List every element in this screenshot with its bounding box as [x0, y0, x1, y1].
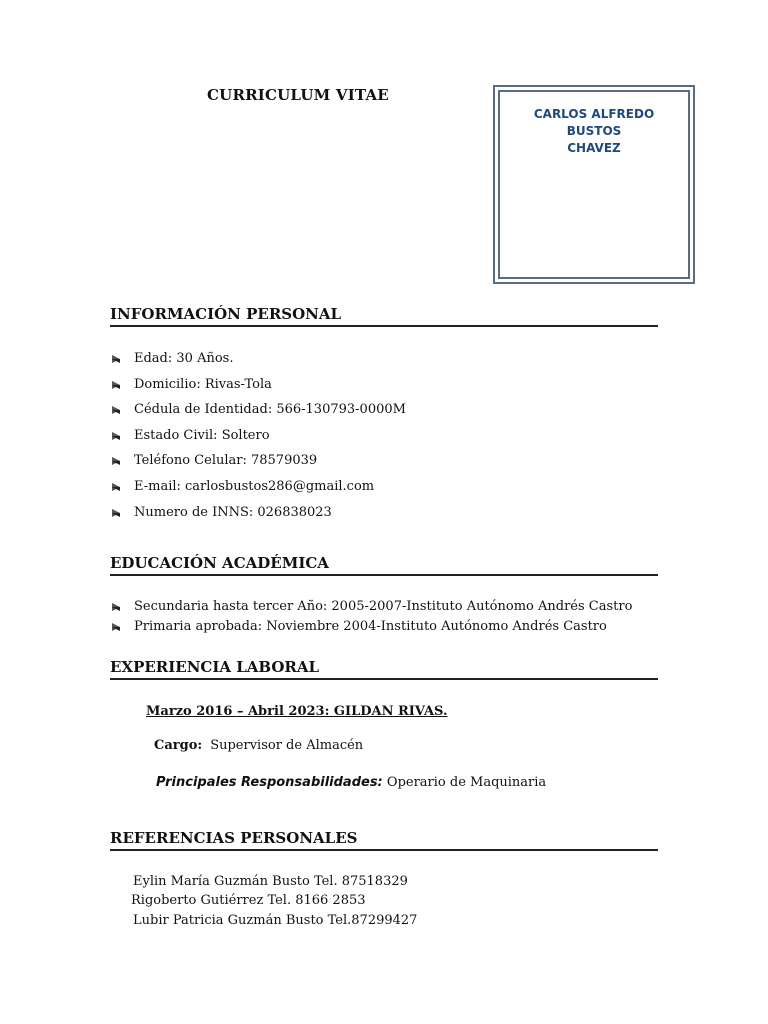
section-heading-references: REFERENCIAS PERSONALES: [110, 829, 658, 851]
personal-phone: Teléfono Celular: 78579039: [134, 453, 318, 469]
candidate-name: [505, 106, 683, 157]
job-responsibilities-value: Operario de Maquinaria: [386, 775, 547, 790]
education-secondary: Secundaria hasta tercer Año: 2005-2007-Instituto Autónomo Andrés Castro: [134, 599, 633, 614]
job-responsibilities: [156, 775, 546, 790]
arrow-bullet-icon: [112, 457, 120, 465]
section-heading-personal: INFORMACIÓN PERSONAL: [110, 305, 658, 327]
candidate-name-line2: CHAVEZ: [567, 141, 621, 155]
arrow-bullet-icon: [112, 381, 120, 389]
list-item: [112, 428, 406, 454]
list-item: [112, 377, 406, 403]
education-list: [112, 599, 632, 639]
list-item: [112, 479, 406, 505]
personal-age: Edad: 30 Años.: [134, 351, 234, 366]
personal-civil-status: Estado Civil: Soltero: [134, 427, 270, 443]
job-position-label: Cargo:: [154, 738, 203, 753]
job-period: Marzo 2016 – Abril 2023: GILDAN RIVAS.: [146, 704, 448, 719]
personal-address: Domicilio: Rivas-Tola: [134, 376, 272, 392]
section-heading-education: EDUCACIÓN ACADÉMICA: [110, 554, 658, 576]
list-item: [112, 351, 406, 377]
personal-id: Cédula de Identidad: 566-130793-0000M: [134, 402, 406, 418]
page-title: CURRICULUM VITAE: [207, 86, 389, 104]
job-responsibilities-label: Principales Responsabilidades:: [156, 775, 383, 790]
list-item: [112, 619, 632, 639]
candidate-name-line1: CARLOS ALFREDO BUSTOS: [533, 107, 655, 138]
arrow-bullet-icon: [112, 483, 120, 491]
personal-info-list: [112, 351, 406, 530]
arrow-bullet-icon: [112, 406, 120, 414]
arrow-bullet-icon: [112, 603, 120, 611]
list-item: [112, 599, 632, 619]
list-item: [112, 453, 406, 479]
personal-inns: Numero de INNS: 026838023: [134, 504, 332, 520]
job-position-value: Supervisor de Almacén: [210, 738, 364, 753]
reference-item: Lubir Patricia Guzmán Busto Tel.87299427: [133, 913, 418, 928]
arrow-bullet-icon: [112, 623, 120, 631]
education-primary: Primaria aprobada: Noviembre 2004-Instituto Autónomo Andrés Castro: [134, 619, 607, 634]
reference-item: Eylin María Guzmán Busto Tel. 87518329: [133, 874, 408, 889]
personal-email: E-mail: carlosbustos286@gmail.com: [134, 478, 375, 494]
job-position: [154, 738, 363, 753]
reference-item: Rigoberto Gutiérrez Tel. 8166 2853: [131, 893, 366, 908]
arrow-bullet-icon: [112, 355, 120, 363]
arrow-bullet-icon: [112, 509, 120, 517]
section-heading-experience: EXPERIENCIA LABORAL: [110, 658, 658, 680]
arrow-bullet-icon: [112, 432, 120, 440]
list-item: [112, 505, 406, 531]
list-item: [112, 402, 406, 428]
name-photo-box: [493, 85, 695, 284]
